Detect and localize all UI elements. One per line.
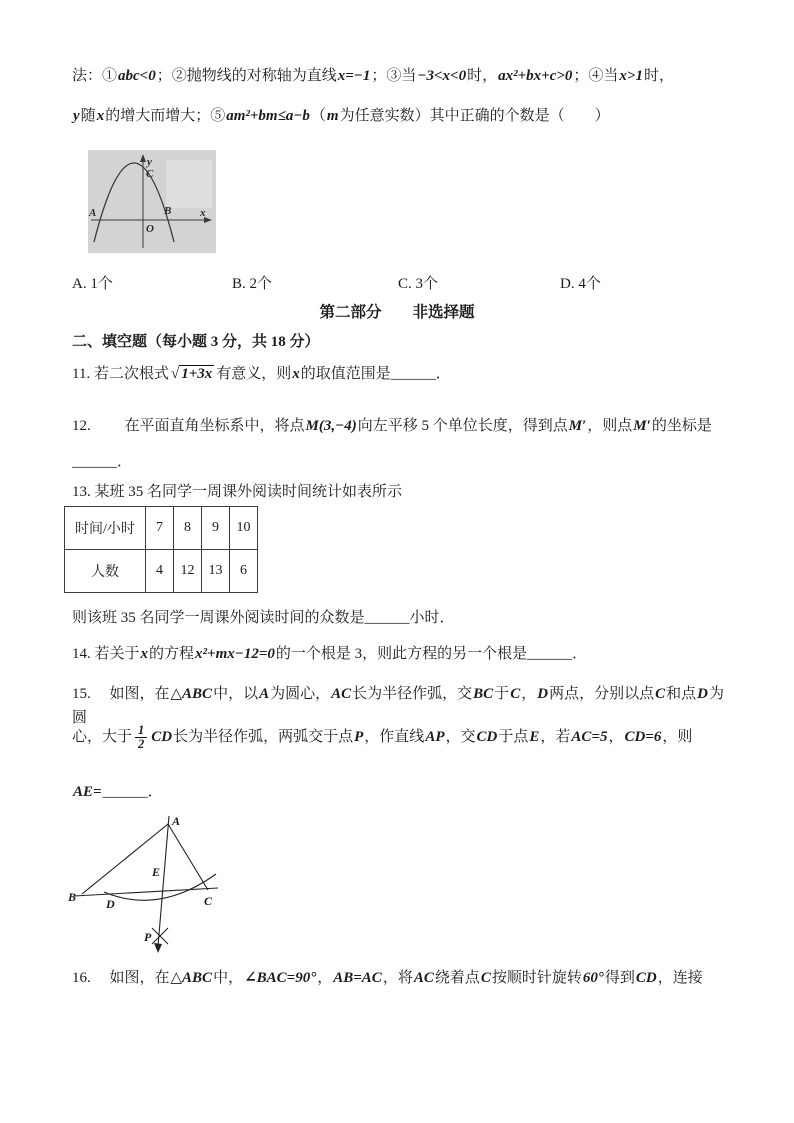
table-cell: 4	[146, 550, 174, 593]
math-run: CD	[635, 970, 657, 986]
text-run: ，	[608, 729, 624, 746]
label-a: A	[89, 207, 97, 219]
option-c: C. 3个	[398, 276, 439, 292]
math-run: C	[480, 970, 491, 986]
text-run: 时，	[467, 68, 498, 84]
math-run: AE=	[73, 784, 102, 800]
text-run: ，交	[445, 729, 476, 746]
option-a: A. 1个	[72, 276, 113, 292]
math-run: AP	[425, 729, 445, 746]
math-run: M(3,−4)	[305, 418, 357, 434]
segment-bc	[74, 888, 218, 896]
text-run: 中，	[213, 970, 244, 986]
table-cell: 6	[230, 550, 258, 593]
text-run: （	[310, 108, 326, 124]
q13-table	[64, 506, 258, 593]
text-run: 心，大于	[72, 729, 133, 746]
text-run: ，则点	[587, 418, 633, 434]
label-b: B	[164, 205, 172, 217]
math-run: CD=6	[624, 729, 662, 746]
line-ap	[158, 816, 169, 946]
text-run: 中，以	[213, 686, 259, 702]
text-run: 时，	[643, 68, 674, 84]
math-run: M′	[568, 418, 587, 434]
text-run: 法：①	[72, 68, 118, 84]
math-run: P	[354, 729, 364, 746]
text-run: ______．	[102, 784, 163, 800]
table-cell: 12	[174, 550, 202, 593]
text-run: ，	[317, 970, 333, 986]
math-run: abc<0	[118, 68, 156, 84]
math-run: ∠BAC=90°	[244, 970, 317, 986]
label-c: C	[146, 168, 154, 180]
geometry-figure	[66, 812, 236, 962]
math-run: m	[326, 108, 339, 124]
q10-stem-line1	[72, 64, 732, 88]
math-run: x	[96, 108, 105, 124]
math-run: x>1	[619, 68, 643, 84]
radical-expression	[171, 366, 214, 382]
math-run: CD	[151, 729, 173, 746]
math-run: A	[259, 686, 270, 702]
text-run: ，则	[662, 729, 693, 746]
text-run: ______．	[72, 454, 133, 470]
math-run: AC	[413, 970, 434, 986]
math-run: C	[655, 686, 666, 702]
table-cell: 13	[202, 550, 230, 593]
table-cell: 人数	[65, 550, 146, 593]
table-cell: 时间/小时	[65, 507, 146, 550]
text-run: 的方程	[149, 646, 195, 662]
parabola-figure	[88, 150, 216, 258]
text-run: 和点	[666, 686, 697, 702]
math-run: D	[697, 686, 708, 702]
q13-intro: 13. 某班 35 名同学一周课外阅读时间统计如表所示	[72, 484, 403, 500]
text-run: ；④当	[573, 68, 619, 84]
text-run: ，作直线	[364, 729, 425, 746]
text-run: 14. 若关于	[72, 646, 140, 662]
text-run: ，若	[540, 729, 571, 746]
q11-text	[72, 362, 732, 386]
text-run: 的增大而增大；⑤	[105, 108, 226, 124]
text-run: 两点，分别以点	[549, 686, 655, 702]
math-run: x=−1	[337, 68, 371, 84]
text-run: 随	[80, 108, 96, 124]
math-run: 60°	[582, 970, 604, 986]
text-run: 按顺时针旋转	[491, 970, 582, 986]
math-run: AB=AC	[333, 970, 382, 986]
text-run: 为圆	[72, 686, 724, 726]
text-run: ，连接	[657, 970, 703, 986]
fraction-numerator: 1	[135, 724, 147, 738]
text-run: ，	[521, 686, 537, 702]
math-run: x²+mx−12=0	[195, 646, 275, 662]
segment-ac	[168, 824, 208, 890]
q12-text-line2	[72, 450, 732, 474]
math-run: AC	[331, 686, 352, 702]
segment-ba	[82, 824, 168, 894]
radical-sign-icon: √	[170, 366, 180, 382]
math-run: CD	[476, 729, 498, 746]
label-a: A	[172, 814, 181, 828]
math-run: BC	[473, 686, 494, 702]
scan-artifact	[166, 160, 212, 208]
section-title: 第二部分 非选择题	[319, 304, 475, 321]
text-run: 15. 如图，在	[72, 686, 170, 702]
option-b: B. 2个	[232, 276, 273, 292]
radicand: 1+3x	[181, 366, 213, 382]
text-run: 得到	[604, 970, 635, 986]
label-y: y	[147, 156, 152, 168]
math-run: x	[140, 646, 149, 662]
text-run: 有意义，则	[216, 366, 292, 382]
line-ap-arrow-icon	[154, 943, 162, 953]
math-run: M′	[633, 418, 651, 434]
q10-options-row	[72, 272, 732, 294]
text-run: 为圆心，	[270, 686, 331, 702]
table-cell: 9	[202, 507, 230, 550]
label-d: D	[106, 897, 115, 911]
math-run: am²+bm≤a−b	[226, 108, 310, 124]
text-run: 于	[494, 686, 510, 702]
math-run: D	[537, 686, 549, 702]
text-run: 的坐标是	[651, 418, 712, 434]
text-run: 长为半径作弧，交	[352, 686, 473, 702]
table-row	[65, 550, 258, 593]
text-run: 绕着点	[434, 970, 480, 986]
math-run: E	[529, 729, 540, 746]
text-run: 为任意实数）其中正确的个数是（ ）	[339, 108, 610, 124]
option-d: D. 4个	[560, 276, 601, 292]
text-run: 长为半径作弧，两弧交于点	[173, 729, 354, 746]
table-row	[65, 507, 258, 550]
text-run: ；③当	[371, 68, 417, 84]
q15-text-line3	[72, 780, 732, 804]
text-run: 于点	[498, 729, 529, 746]
text-run: 16. 如图，在	[72, 970, 170, 986]
text-run: ；②抛物线的对称轴为直线	[156, 68, 337, 84]
q16-text	[72, 966, 732, 990]
q14-text	[72, 642, 732, 666]
table-cell: 8	[174, 507, 202, 550]
q13-tail: 则该班 35 名同学一周课外阅读时间的众数是______小时．	[72, 610, 455, 626]
fraction	[135, 724, 147, 751]
label-e: E	[152, 865, 161, 879]
label-o: O	[146, 223, 154, 235]
math-run: −3<x<0	[417, 68, 467, 84]
label-c: C	[204, 894, 213, 908]
math-run: △ABC	[170, 686, 213, 702]
math-run: △ABC	[170, 970, 213, 986]
text-run: ，将	[382, 970, 413, 986]
text-run: 12. 在平面直角坐标系中，将点	[72, 418, 305, 434]
fraction-denominator: 2	[138, 737, 145, 752]
table-cell: 7	[146, 507, 174, 550]
math-run: ax²+bx+c>0	[498, 68, 573, 84]
q10-stem-line2	[72, 104, 732, 128]
math-run: C	[510, 686, 521, 702]
table-cell: 10	[230, 507, 258, 550]
q15-text-line1	[72, 682, 732, 730]
q12-text-line1	[72, 414, 732, 438]
math-run: y	[73, 108, 80, 124]
text-run: 11. 若二次根式	[72, 366, 169, 382]
text-run: 的一个根是 3，则此方程的另一个根是______．	[275, 646, 588, 662]
text-run: 向左平移 5 个单位长度，得到点	[357, 418, 568, 434]
parabola-plot	[88, 150, 216, 253]
q15-text-line2	[72, 724, 732, 751]
geometry-drawing	[66, 812, 236, 957]
math-run: x	[292, 366, 300, 382]
fill-in-header: 二、填空题（每小题 3 分，共 18 分）	[72, 334, 320, 350]
text-run: 的取值范围是______．	[300, 366, 451, 382]
label-b: B	[68, 890, 77, 904]
label-x: x	[200, 207, 206, 219]
label-p: P	[144, 930, 152, 944]
math-run: AC=5	[571, 729, 608, 746]
